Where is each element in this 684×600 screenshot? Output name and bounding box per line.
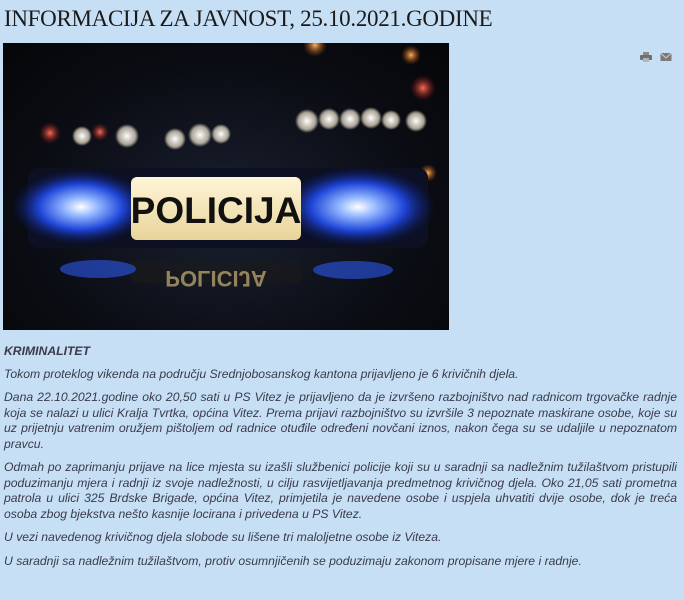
article-paragraph: Tokom proteklog vikenda na području Srednjobosanskog kantona prijavljeno je 6 krivičnih djela. xyxy=(4,366,519,381)
article-body xyxy=(4,344,677,577)
article-paragraph: Odmah po zaprimanju prijave na lice mjesta su izašli službenici policije koji su u saradnji sa nadležnim tužilaštvom pristupili poduzimanju mjera i radnji iz svoje nadležnosti, u cilju rasvijetljavanja predmetnog krivičnog djela. Oko 21,05 sati prometna patrola u ulici 325 Brdske Brigade, općina Vitez, primjetila je navedene osobe i uspjela uhvatiti dvije osobe, dok je treća osoba zbog bjekstva nešto kasnije locirana i privedena u PS Vitez. xyxy=(4,460,677,521)
email-icon[interactable] xyxy=(660,52,672,62)
sign-text: POLICIJA xyxy=(130,190,302,231)
page-title: INFORMACIJA ZA JAVNOST, 25.10.2021.GODINE xyxy=(4,6,493,31)
police-photo-graphic xyxy=(3,43,449,330)
article-tools xyxy=(640,52,672,62)
print-icon[interactable] xyxy=(640,52,652,62)
article-paragraph: U saradnji sa nadležnim tužilaštvom, protiv osumnjičenih se poduzimaju zakonom propisane mjere i radnje. xyxy=(4,553,582,568)
police-lightbar-photo xyxy=(3,43,449,330)
article-paragraph: U vezi navedenog krivičnog djela slobode su lišene tri maloljetne osobe iz Viteza. xyxy=(4,530,442,544)
section-heading: KRIMINALITET xyxy=(4,344,90,358)
article-paragraph: Dana 22.10.2021.godine oko 20,50 sati u PS Vitez je prijavljeno da je izvršeno razbojništvo nad radnicom trgovačke radnje koja se nalazi u ulici Kralja Tvrtka, općina Vitez. Prema prijavi razbojništvo su izvršile 3 nepoznate maskirane osobe, koje su uz prijetnju vatrenim oružjem pištoljem od radnice otuđile određeni novčani iznos, nakon čega su se udaljile u nepoznatom pravcu. xyxy=(4,390,677,451)
sign-reflection: POLICIJA xyxy=(165,266,267,291)
